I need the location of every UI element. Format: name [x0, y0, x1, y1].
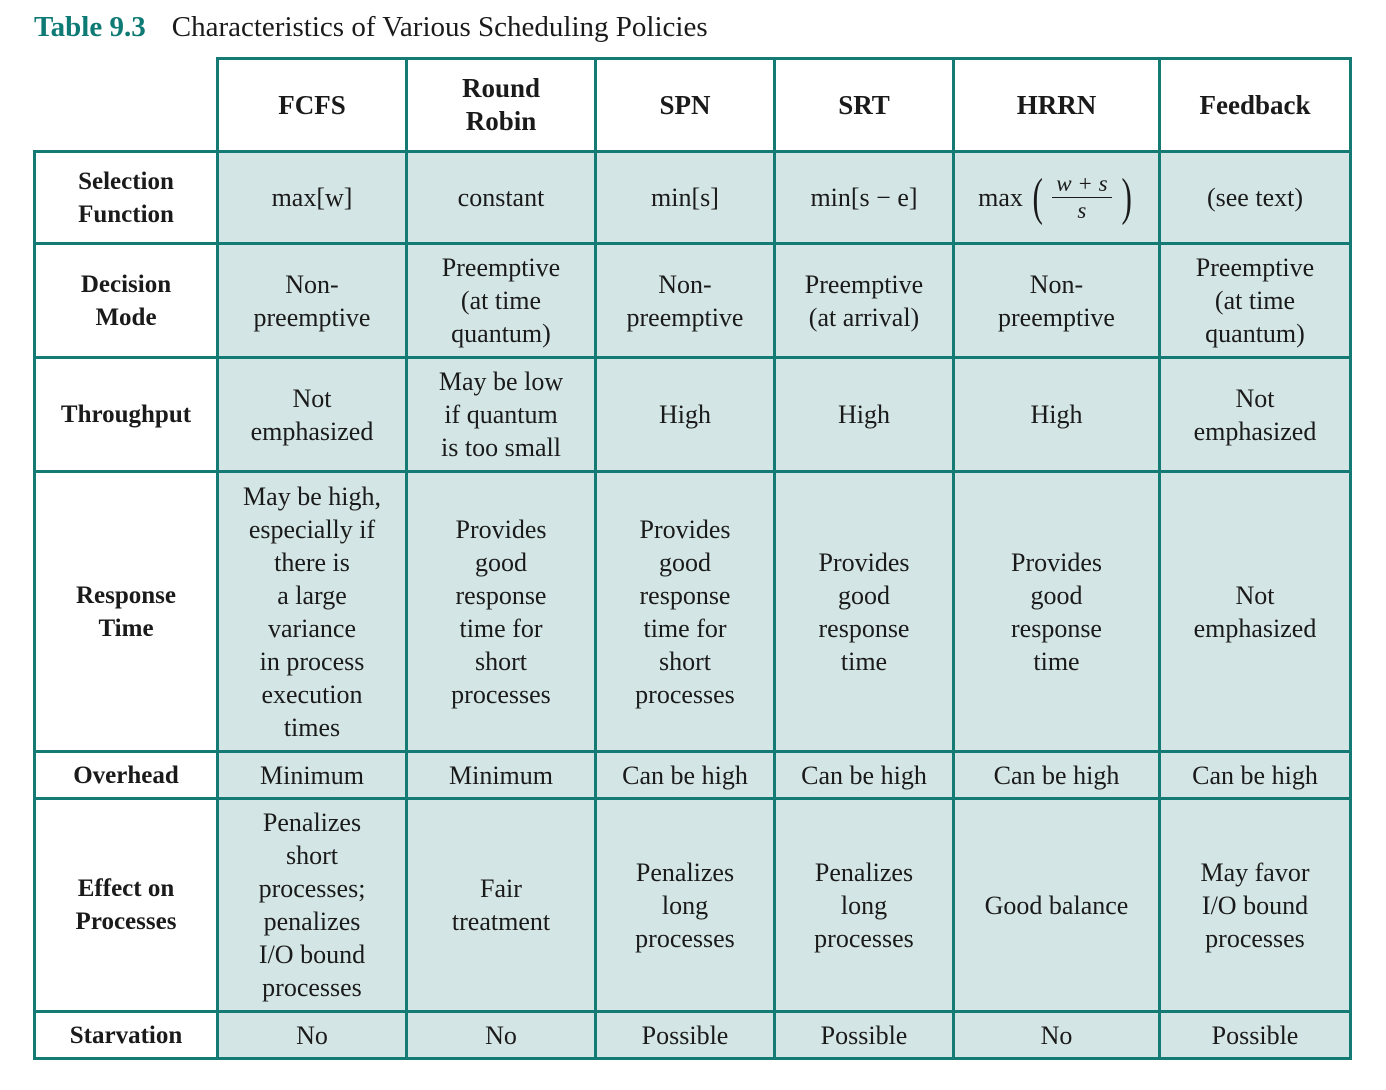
- hrrn-max-label: max: [978, 183, 1023, 212]
- row-response-time: [35, 472, 1351, 752]
- row-decision-mode: [35, 244, 1351, 358]
- cell-effect-hrrn: Good balance: [954, 799, 1160, 1012]
- cell-overhead-rr: Minimum: [407, 752, 596, 799]
- cell-overhead-feedback: Can be high: [1160, 752, 1351, 799]
- row-header-starvation: Starvation: [35, 1012, 218, 1059]
- cell-starvation-hrrn: No: [954, 1012, 1160, 1059]
- cell-overhead-fcfs: Minimum: [218, 752, 407, 799]
- cell-decision-srt: Preemptive (at arrival): [775, 244, 954, 358]
- cell-starvation-rr: No: [407, 1012, 596, 1059]
- cell-throughput-srt: High: [775, 358, 954, 472]
- cell-starvation-feedback: Possible: [1160, 1012, 1351, 1059]
- header-row: [35, 59, 1351, 152]
- cell-effect-rr: Fair treatment: [407, 799, 596, 1012]
- col-header-fcfs: FCFS: [218, 59, 407, 152]
- row-header-selection-function: Selection Function: [35, 152, 218, 244]
- row-throughput: [35, 358, 1351, 472]
- cell-throughput-spn: High: [596, 358, 775, 472]
- cell-starvation-srt: Possible: [775, 1012, 954, 1059]
- cell-response-hrrn: Provides good response time: [954, 472, 1160, 752]
- cell-selection-rr: constant: [407, 152, 596, 244]
- cell-decision-fcfs: Non- preemptive: [218, 244, 407, 358]
- cell-overhead-hrrn: Can be high: [954, 752, 1160, 799]
- row-header-decision-mode: Decision Mode: [35, 244, 218, 358]
- cell-response-rr: Provides good response time for short processes: [407, 472, 596, 752]
- cell-selection-feedback: (see text): [1160, 152, 1351, 244]
- row-header-response-time: Response Time: [35, 472, 218, 752]
- cell-decision-spn: Non- preemptive: [596, 244, 775, 358]
- cell-overhead-spn: Can be high: [596, 752, 775, 799]
- hrrn-fraction: [1052, 171, 1111, 224]
- cell-effect-srt: Penalizes long processes: [775, 799, 954, 1012]
- cell-effect-spn: Penalizes long processes: [596, 799, 775, 1012]
- hrrn-numerator: w + s: [1052, 171, 1111, 198]
- row-header-effect-on-processes: Effect on Processes: [35, 799, 218, 1012]
- row-header-overhead: Overhead: [35, 752, 218, 799]
- cell-starvation-spn: Possible: [596, 1012, 775, 1059]
- cell-response-feedback: Not emphasized: [1160, 472, 1351, 752]
- cell-response-fcfs: May be high, especially if there is a large variance in process execution times: [218, 472, 407, 752]
- table-caption: [34, 8, 708, 46]
- cell-response-spn: Provides good response time for short processes: [596, 472, 775, 752]
- cell-decision-feedback: Preemptive (at time quantum): [1160, 244, 1351, 358]
- corner-cell: [35, 59, 218, 152]
- cell-throughput-feedback: Not emphasized: [1160, 358, 1351, 472]
- right-paren: ): [1120, 168, 1132, 226]
- cell-response-srt: Provides good response time: [775, 472, 954, 752]
- row-overhead: [35, 752, 1351, 799]
- cell-decision-rr: Preemptive (at time quantum): [407, 244, 596, 358]
- cell-selection-fcfs: max[w]: [218, 152, 407, 244]
- cell-starvation-fcfs: No: [218, 1012, 407, 1059]
- table-number: Table 9.3: [34, 11, 146, 43]
- cell-throughput-rr: May be low if quantum is too small: [407, 358, 596, 472]
- hrrn-denominator: s: [1077, 198, 1087, 223]
- cell-selection-srt: min[s − e]: [775, 152, 954, 244]
- cell-effect-fcfs: Penalizes short processes; penalizes I/O bound processes: [218, 799, 407, 1012]
- col-header-round-robin: Round Robin: [407, 59, 596, 152]
- col-header-spn: SPN: [596, 59, 775, 152]
- left-paren: (: [1032, 168, 1043, 226]
- cell-selection-spn: min[s]: [596, 152, 775, 244]
- cell-effect-feedback: May favor I/O bound processes: [1160, 799, 1351, 1012]
- cell-throughput-hrrn: High: [954, 358, 1160, 472]
- row-header-throughput: Throughput: [35, 358, 218, 472]
- cell-throughput-fcfs: Not emphasized: [218, 358, 407, 472]
- row-effect-on-processes: [35, 799, 1351, 1012]
- cell-selection-hrrn: [954, 152, 1160, 244]
- cell-decision-hrrn: Non- preemptive: [954, 244, 1160, 358]
- col-header-srt: SRT: [775, 59, 954, 152]
- cell-overhead-srt: Can be high: [775, 752, 954, 799]
- col-header-hrrn: HRRN: [954, 59, 1160, 152]
- col-header-feedback: Feedback: [1160, 59, 1351, 152]
- hrrn-formula: [978, 168, 1135, 226]
- table-title: Characteristics of Various Scheduling Policies: [171, 11, 708, 43]
- scheduling-policies-table: [33, 57, 1352, 1060]
- row-selection-function: [35, 152, 1351, 244]
- row-starvation: [35, 1012, 1351, 1059]
